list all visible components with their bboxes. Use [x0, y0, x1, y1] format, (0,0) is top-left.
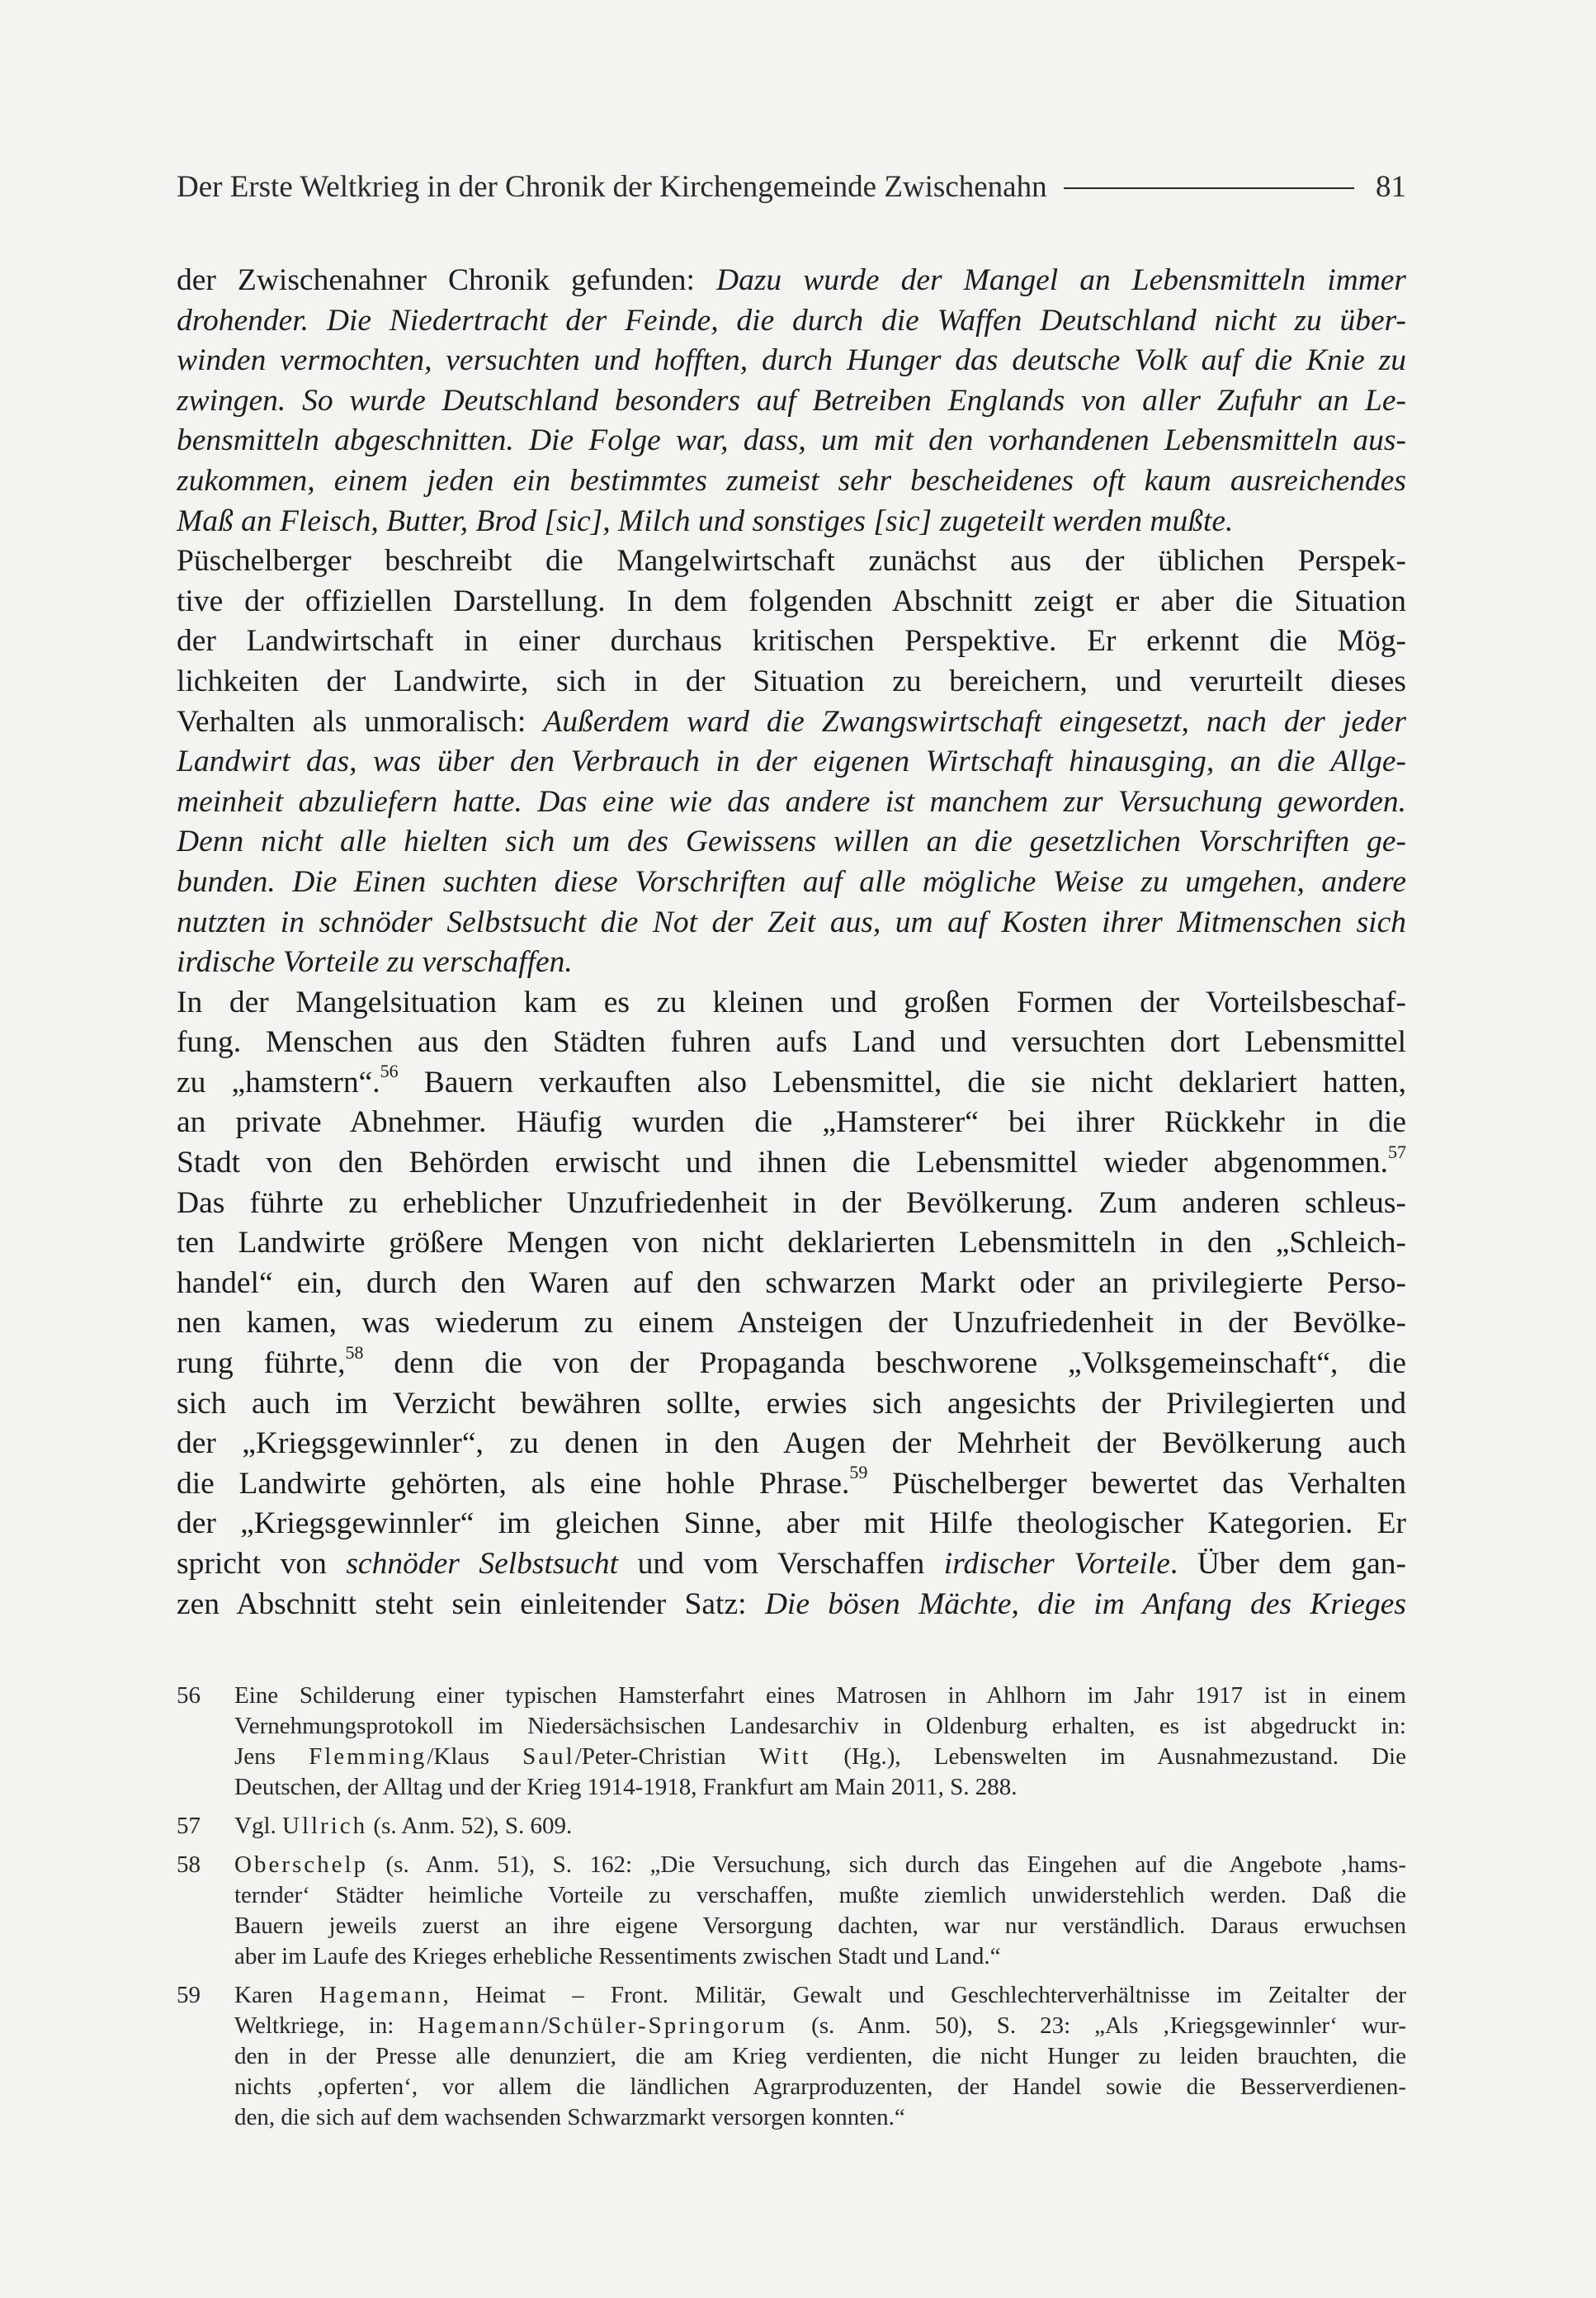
footnote-ref-57[interactable]: 57 [1388, 1143, 1406, 1162]
text-line: Verhalten als unmoralisch: Außerdem ward die Zwangswirtschaft eingesetzt, nach der jeder [177, 704, 1406, 739]
footnote-ref-59[interactable]: 59 [849, 1463, 868, 1483]
text-line: zu „hamstern“.$^{56}$ Bauern verkauften also Lebensmittel, die sie nicht deklariert hatten, [177, 1063, 1406, 1104]
quotation: Außerdem ward die Zwangswirtschaft eingesetzt, nach der jeder [543, 704, 1406, 739]
running-head [177, 162, 1406, 211]
quotation: Dazu wurde der Mangel an Lebensmitteln immer [715, 263, 1406, 297]
text-line: bensmitteln abgeschnitten. Die Folge war, dass, um mit den vorhandenen Lebensmitteln aus- [177, 423, 1406, 458]
text-line: an private Abnehmer. Häufig wurden die „Hamsterer“ bei ihrer Rückkehr in die [177, 1105, 1406, 1140]
footnote-number: 57 [177, 1813, 201, 1839]
footnote-58 [177, 1850, 1406, 1972]
footnote-line: ternder‘ Städter heimliche Vorteile zu verschaffen, mußte ziemlich unwiderstehlich werden. Daß die [234, 1882, 1406, 1908]
text-line: Das führte zu erheblicher Unzufriedenheit in der Bevölkerung. Zum anderen schleus- [177, 1185, 1406, 1220]
footnote-line: den, die sich auf dem wachsenden Schwarzmarkt versorgen konnten.“ [234, 2104, 905, 2130]
footnote-56 [177, 1681, 1406, 1803]
text-line: handel“ ein, durch den Waren auf den schwarzen Markt oder an privilegierte Perso- [177, 1265, 1406, 1300]
text-line: der „Kriegsgewinnler“, zu denen in den Augen der Mehrheit der Bevölkerung auch [177, 1426, 1406, 1461]
footnotes [177, 1681, 1406, 2141]
text-line: drohender. Die Niedertracht der Feinde, die durch die Waffen Deutschland nicht zu über- [177, 303, 1406, 338]
text-line: fung. Menschen aus den Städten fuhren aufs Land und versuchten dort Lebensmittel [177, 1025, 1406, 1060]
footnote-line: den in der Presse alle denunziert, die am Krieg verdienten, die nicht Hunger zu leiden brauchten, die [234, 2043, 1406, 2069]
text-line: die Landwirte gehörten, als eine hohle Phrase.$^{59}$ Püschelberger bewertet das Verhalten [177, 1464, 1406, 1505]
footnote-line: Vgl. Ullrich (s. Anm. 52), S. 609. [234, 1813, 573, 1839]
text-line: zwingen. So wurde Deutschland besonders auf Betreiben Englands von aller Zufuhr an Le- [177, 383, 1406, 418]
header-rule [1064, 187, 1354, 189]
footnote-line: Weltkriege, in: Hagemann/Schüler-Springorum (s. Anm. 50), S. 23: „Als ‚Kriegsgewinnler‘ wur- [234, 2012, 1406, 2039]
text-line: bunden. Die Einen suchten diese Vorschriften auf alle mögliche Weise zu umgehen, andere [177, 864, 1406, 899]
text-line: spricht von schnöder Selbstsucht und vom Verschaffen irdischer Vorteile. Über dem gan- [177, 1547, 1406, 1581]
footnote-line: Oberschelp (s. Anm. 51), S. 162: „Die Versuchung, sich durch das Eingehen auf die Angebote ‚hams- [234, 1851, 1406, 1878]
footnote-line: Deutschen, der Alltag und der Krieg 1914-1918, Frankfurt am Main 2011, S. 288. [234, 1774, 1018, 1800]
footnote-line: Vernehmungsprotokoll im Niedersächsischen Landesarchiv in Oldenburg erhalten, es ist abgedruckt in: [234, 1713, 1406, 1739]
quotation: Die bösen Mächte, die im Anfang des Krieges [764, 1586, 1406, 1621]
text-line: irdische Vorteile zu verschaffen. [177, 945, 573, 980]
text-line: Maß an Fleisch, Butter, Brod [sic], Milch und sonstiges [sic] zugeteilt werden mußte. [177, 504, 1234, 538]
main-text [177, 261, 1406, 1624]
footnote-line: Eine Schilderung einer typischen Hamsterfahrt eines Matrosen in Ahlhorn im Jahr 1917 ist in einem [234, 1682, 1406, 1709]
text-line: nen kamen, was wiederum zu einem Ansteigen der Unzufriedenheit in der Bevölke- [177, 1306, 1406, 1340]
text-line: zukommen, einem jeden ein bestimmtes zumeist sehr bescheidenes oft kaum ausreichendes [177, 463, 1406, 498]
text-line: zen Abschnitt steht sein einleitender Satz: Die bösen Mächte, die im Anfang des Krieges [177, 1586, 1406, 1621]
text-line: tive der offiziellen Darstellung. In dem folgenden Abschnitt zeigt er aber die Situation [177, 584, 1406, 618]
text-line: Püschelberger beschreibt die Mangelwirtschaft zunächst aus der üblichen Perspek- [177, 544, 1406, 579]
footnote-ref-56[interactable]: 56 [380, 1062, 399, 1082]
text-line: sich auch im Verzicht bewähren sollte, erwies sich angesichts der Privilegierten und [177, 1386, 1406, 1421]
text-line: Landwirt das, was über den Verbrauch in der eigenen Wirtschaft hinausging, an die Allge- [177, 745, 1406, 779]
footnote-number: 58 [177, 1851, 201, 1878]
page-number: 81 [1376, 169, 1406, 204]
text-line: der „Kriegsgewinnler“ im gleichen Sinne, aber mit Hilfe theologischer Kategorien. Er [177, 1506, 1406, 1541]
text-line: der Landwirtschaft in einer durchaus kritischen Perspektive. Er erkennt die Mög- [177, 624, 1406, 659]
footnote-number: 59 [177, 1982, 201, 2008]
text-line: meinheit abzuliefern hatte. Das eine wie das andere ist manchem zur Versuchung geworden. [177, 784, 1406, 819]
footnote-ref-58[interactable]: 58 [345, 1344, 364, 1363]
footnote-number: 56 [177, 1682, 201, 1709]
text-line: lichkeiten der Landwirte, sich in der Situation zu bereichern, und verurteilt dieses [177, 664, 1406, 698]
text-line: nutzten in schnöder Selbstsucht die Not der Zeit aus, um auf Kosten ihrer Mitmenschen sich [177, 905, 1406, 939]
text-line: winden vermochten, versuchten und hofften, durch Hunger das deutsche Volk auf die Knie zu [177, 343, 1406, 378]
footnote-line: Jens Flemming/Klaus Saul/Peter-Christian Witt (Hg.), Lebenswelten im Ausnahmezustand. Die [234, 1743, 1406, 1770]
text-line: der Zwischenahner Chronik gefunden: Dazu wurde der Mangel an Lebensmitteln immer [177, 263, 1406, 297]
running-title: Der Erste Weltkrieg in der Chronik der Kirchengemeinde Zwischenahn [177, 169, 1047, 204]
footnote-line: Bauern jeweils zuerst an ihre eigene Versorgung dachten, war nur verständlich. Daraus erwuchsen [234, 1913, 1406, 1939]
text-line: In der Mangelsituation kam es zu kleinen und großen Formen der Vorteilsbeschaf- [177, 985, 1406, 1019]
footnote-line: nichts ‚opferten‘, vor allem die ländlichen Agrarproduzenten, der Handel sowie die Besserverdienen- [234, 2073, 1406, 2100]
footnote-57 [177, 1811, 1406, 1842]
text-line: ten Landwirte größere Mengen von nicht deklarierten Lebensmitteln in den „Schleich- [177, 1226, 1406, 1260]
text-line: Denn nicht alle hielten sich um des Gewissens willen an die gesetzlichen Vorschriften ge- [177, 825, 1406, 859]
footnote-line: Karen Hagemann, Heimat – Front. Militär, Gewalt und Geschlechterverhältnisse im Zeitalter der [234, 1982, 1406, 2008]
footnote-line: aber im Laufe des Krieges erhebliche Ressentiments zwischen Stadt und Land.“ [234, 1943, 1001, 1969]
footnote-59 [177, 1980, 1406, 2133]
text-line: rung führte,$^{58}$ denn die von der Propaganda beschworene „Volksgemeinschaft“, die [177, 1344, 1406, 1384]
text-line: Stadt von den Behörden erwischt und ihnen die Lebensmittel wieder abgenommen.$^{57}$ [177, 1143, 1406, 1184]
